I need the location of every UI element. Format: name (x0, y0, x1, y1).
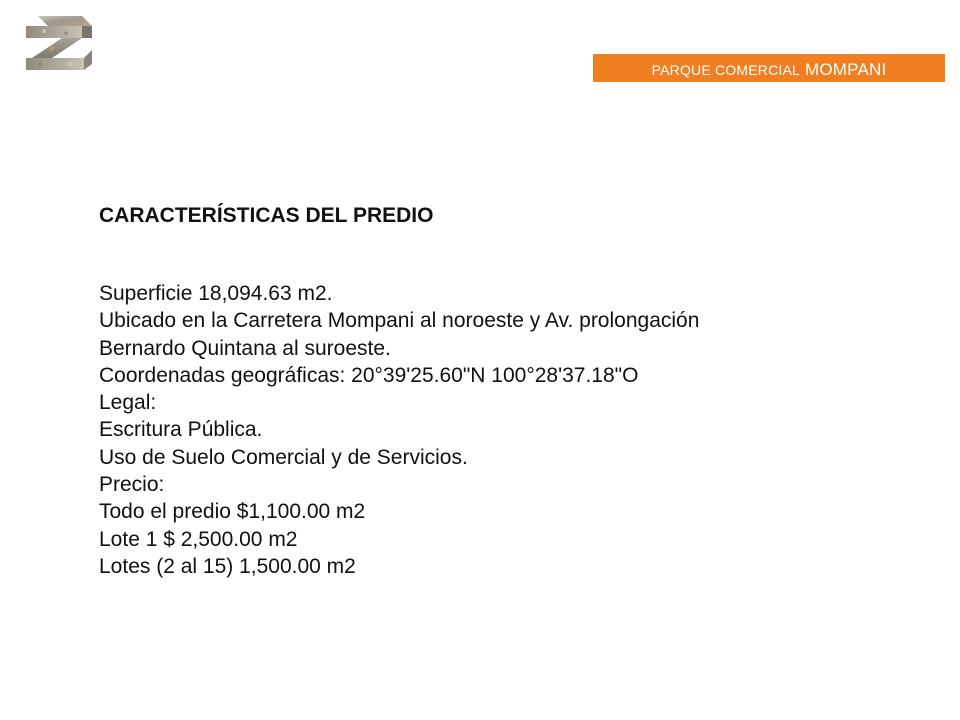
stone-z-logo-icon (22, 14, 94, 74)
section-heading: CARACTERÍSTICAS DEL PREDIO (99, 204, 434, 227)
detail-line-land-use: Uso de Suelo Comercial y de Servicios. (99, 445, 468, 469)
detail-line-coordinates: Coordenadas geográficas: 20°39'25.60"N 100°28'37.18"O (99, 363, 639, 387)
detail-line-price-label: Precio: (99, 473, 165, 497)
detail-line-price-lot1: Lote 1 $ 2,500.00 m2 (99, 527, 298, 551)
detail-line-price-lots: Lotes (2 al 15) 1,500.00 m2 (99, 554, 356, 578)
detail-line-surface: Superficie 18,094.63 m2. (99, 282, 333, 305)
detail-line-legal-label: Legal: (99, 391, 157, 415)
detail-line-deed: Escritura Pública. (99, 418, 263, 442)
detail-line-location-cont: Bernardo Quintana al suroeste. (99, 336, 391, 360)
banner-name: MOMPANI (805, 59, 887, 79)
site-banner (593, 54, 945, 82)
banner-prefix: PARQUE COMERCIAL (651, 61, 801, 78)
detail-line-price-whole: Todo el predio $1,100.00 m2 (99, 500, 366, 524)
property-details (99, 280, 919, 580)
detail-line-location: Ubicado en la Carretera Mompani al noroeste y Av. prolongación (99, 309, 700, 333)
